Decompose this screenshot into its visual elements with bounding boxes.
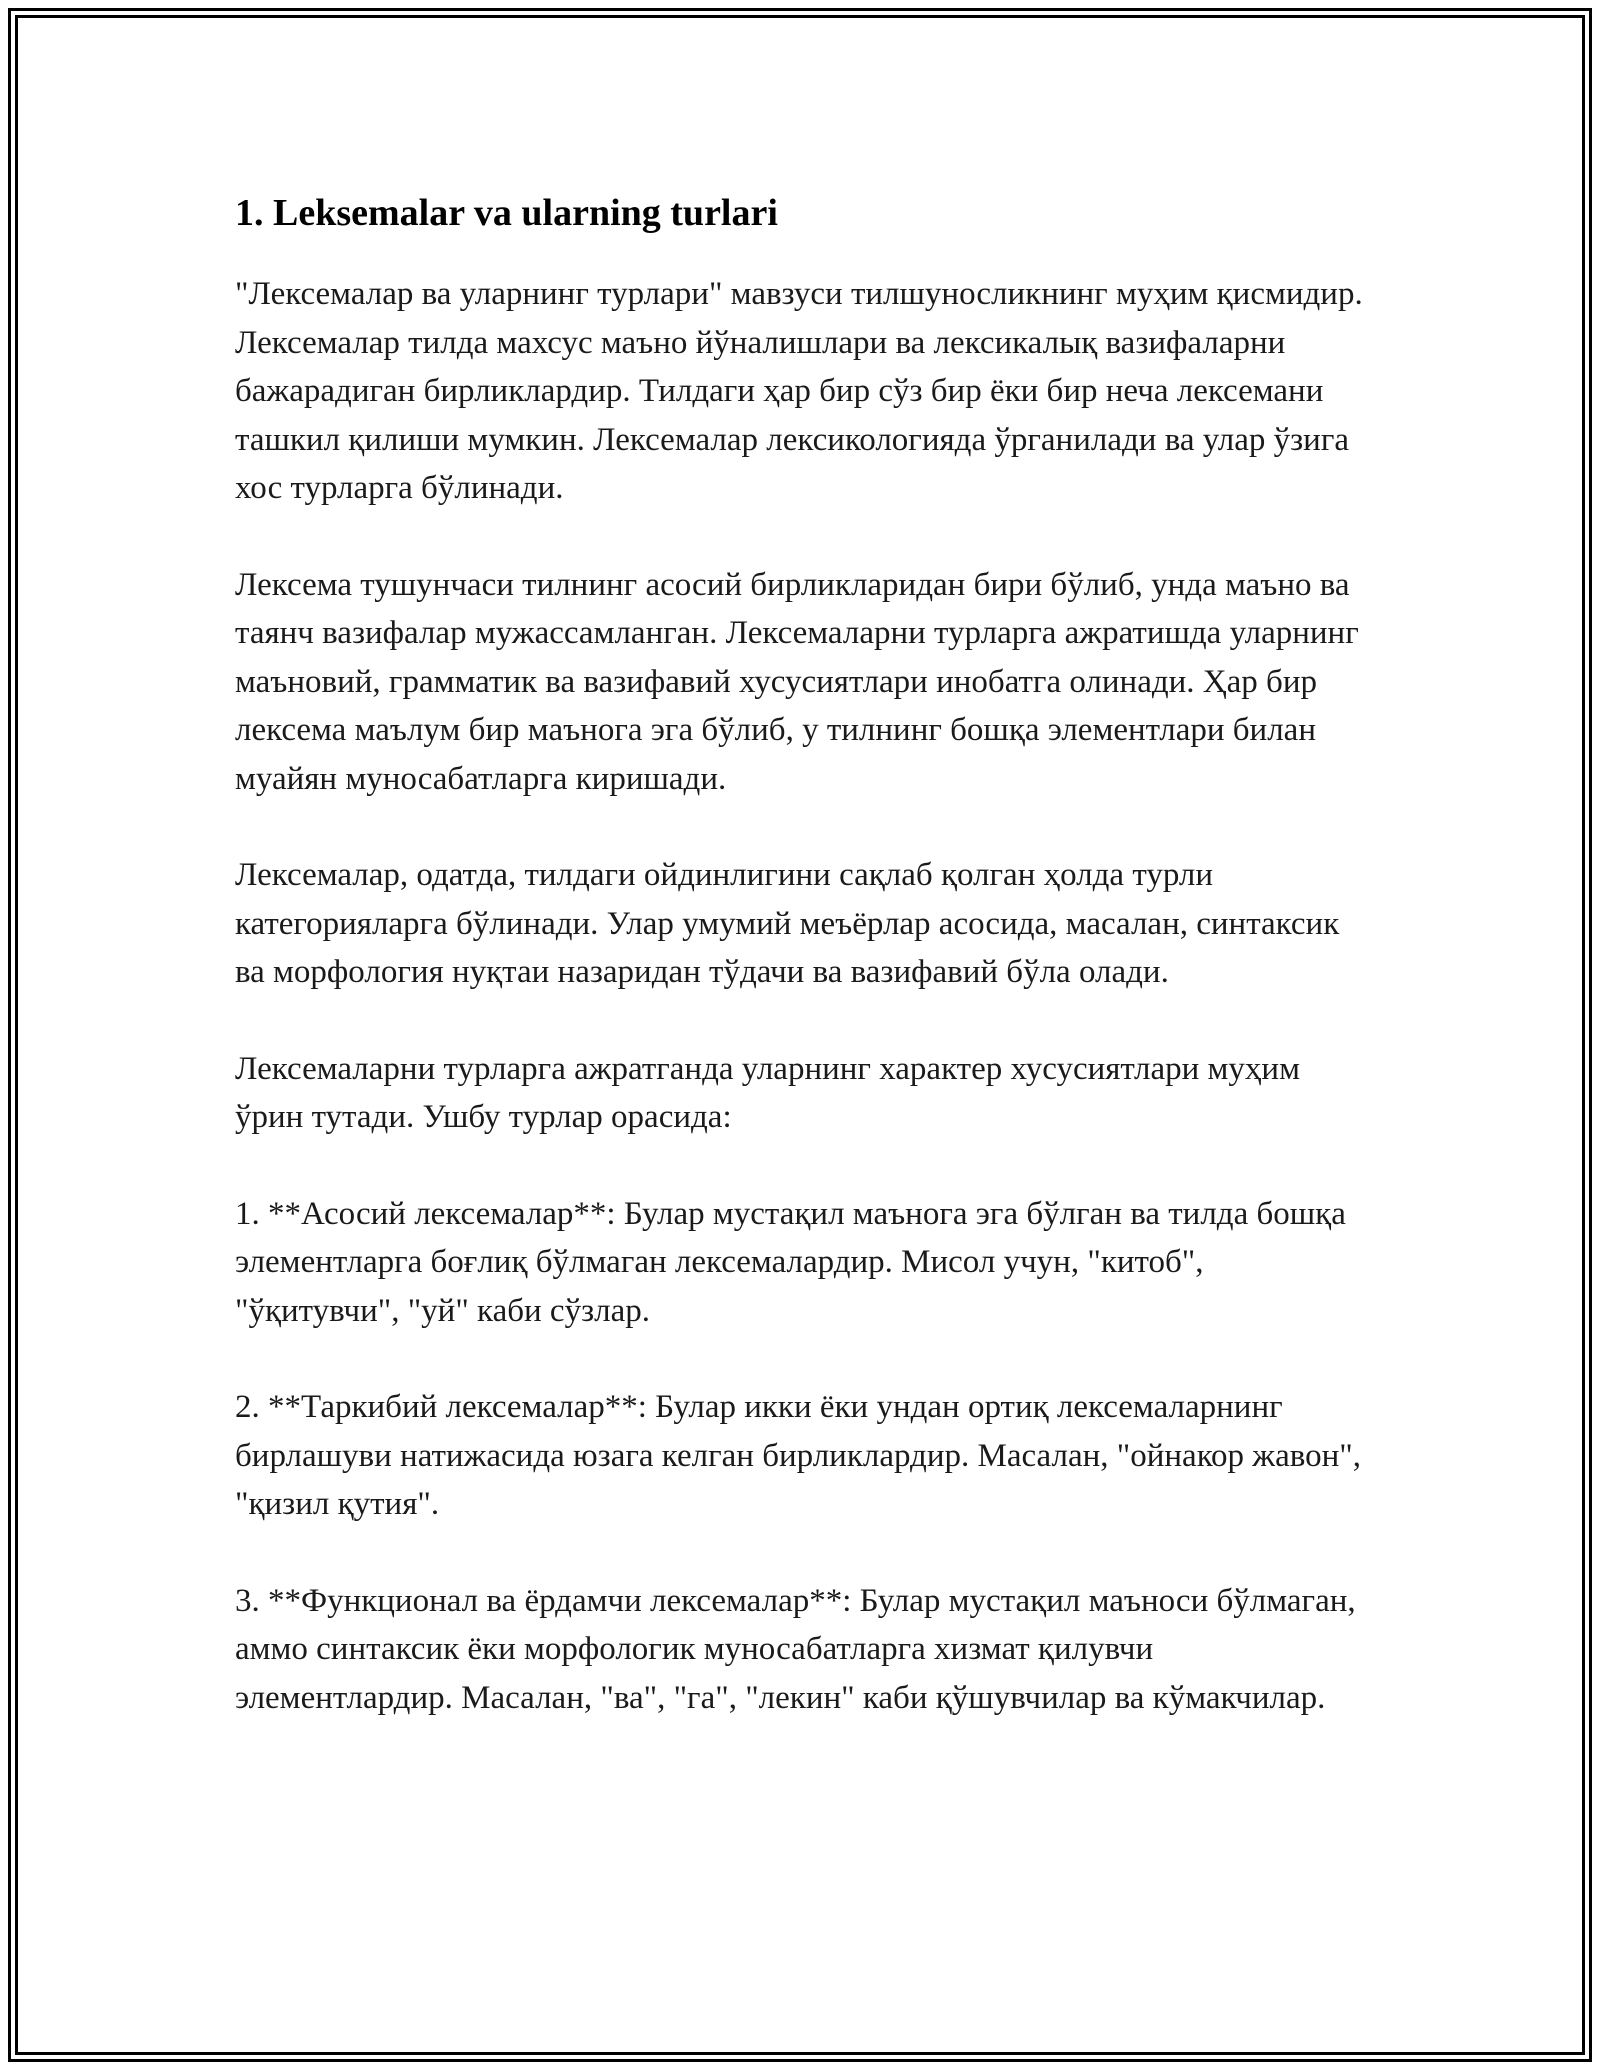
paragraph-lexeme-concept: Лексема тушунчаси тилнинг асосий бирликларидан бири бўлиб, унда маъно ва таянч вазифалар мужассамланган. Лексемаларни турларга ажратишда уларнинг маъновий, грамматик ва вазифавий хусусиятлари инобатга олинади. Ҳар бир лексема маълум бир маънога эга бўлиб, у тилнинг бошқа элементлари билан муайян муносабатларга киришади.	[235, 566, 1359, 797]
paragraph-categories: Лексемалар, одатда, тилдаги ойдинлигини сақлаб қолган ҳолда турли категорияларга бўлинади. Улар умумий меъёрлар асосида, масалан, синтаксик ва морфология нуқтаи назаридан тўдачи ва вазифавий бўла олади.	[235, 857, 1340, 990]
paragraph-intro: "Лексемалар ва уларнинг турлари" мавзуси тилшуносликнинг муҳим қисмидир. Лексемалар тилда махсус маъно йўналишлари ва лексикалық вазифаларни бажарадиган бирликлардир. Тилдаги ҳар бир сўз бир ёки бир неча лексемани ташкил қилиши мумкин. Лексемалар лексикологияда ўрганилади ва улар ўзига хос турларга бўлинади.	[235, 276, 1363, 506]
list-item-functional-lexemes: 3. **Функционал ва ёрдамчи лексемалар**: Булар мустақил маъноси бўлмаган, аммо синтаксик ёки морфологик муносабатларга хизмат қилувчи элементлардир. Масалан, "ва", "га", "лекин" каби қўшувчилар ва кўмакчилар.	[235, 1582, 1356, 1716]
paragraph-types-intro: Лексемаларни турларга ажратганда уларнинг характер хусусиятлари муҳим ўрин тутади. Ушбу турлар орасида:	[235, 1050, 1300, 1135]
document-body	[235, 188, 1375, 1770]
list-item-compound-lexemes: 2. **Таркибий лексемалар**: Булар икки ёки ундан ортиқ лексемаларнинг бирлашуви натижасида юзага келган бирликлардир. Масалан, "ойнакор жавон", "қизил қутия".	[235, 1389, 1361, 1522]
section-title: 1. Leksemalar va ularning turlari	[235, 192, 778, 234]
list-item-basic-lexemes: 1. **Асосий лексемалар**: Булар мустақил маънога эга бўлган ва тилда бошқа элементларга боғлиқ бўлмаган лексемалардир. Мисол учун, "китоб", "ўқитувчи", "уй" каби сўзлар.	[235, 1195, 1346, 1329]
